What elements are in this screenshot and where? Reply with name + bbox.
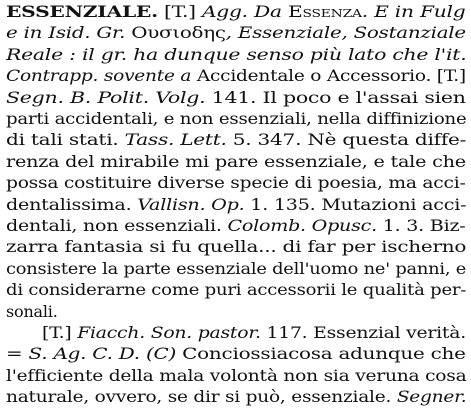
entry-text-run: Segner. xyxy=(396,387,467,407)
entry-text-run: l'efficiente della mala volontà non sia veruna cosa xyxy=(6,365,467,385)
entry-text-run: Reale : il gr. ha dunque senso più lato che l'it. xyxy=(6,44,467,64)
entry-text-run: naturale, ovvero, se dir si può, essenziale. xyxy=(6,387,397,407)
entry-line xyxy=(6,129,466,151)
entry-line xyxy=(6,215,465,237)
entry-line xyxy=(6,301,58,323)
entry-text-run: [T.] xyxy=(157,2,202,21)
entry-text-run: , Essenziale, Sostanziale xyxy=(225,23,466,43)
entry-text-run: 1. 3. Biz- xyxy=(382,216,466,235)
headword: ESSENZIALE. xyxy=(6,2,158,21)
entry-text-run: Contrapp. sovente a xyxy=(6,66,197,86)
entry-line xyxy=(6,44,466,66)
entry-text-run: Conciossiacosa adunque che xyxy=(182,344,466,364)
entry-line xyxy=(6,236,466,258)
entry-text-run: Tass. Lett. xyxy=(124,130,233,150)
entry-text-run: possa costituire diverse specie di poesia, ma acci- xyxy=(6,173,466,193)
entry-text-run: 117. Essenzial verità. xyxy=(266,323,466,342)
entry-text-run: 141. Il poco e l'assai sien xyxy=(211,87,466,107)
entry-line xyxy=(6,279,466,301)
entry-line xyxy=(6,108,466,130)
entry-text-run: parti accidentali, e non essenziali, nella diffinizione xyxy=(6,109,467,128)
entry-line xyxy=(6,172,466,194)
entry-text-run: = S. Ag. C. D. (C) xyxy=(6,344,183,364)
entry-text-run: Fiacch. Son. pastor. xyxy=(77,323,267,342)
entry-text-run: Essenza xyxy=(287,2,362,21)
entry-text-run: zarra fantasia si fu quella... di far per ischerno xyxy=(6,237,467,257)
entry-text-run: renza del mirabile mi pare essenziale, e tale che xyxy=(6,151,466,171)
entry-line xyxy=(6,1,465,23)
entry-text-run: . E in Fulg xyxy=(361,2,466,21)
entry-line xyxy=(6,365,466,387)
entry-text-run: dentalissima. xyxy=(6,194,138,214)
entry-text-run: dentali, non essenziali. xyxy=(6,216,228,235)
entry-line xyxy=(6,22,466,44)
entry-line xyxy=(6,258,466,280)
entry-text-run: di tali stati. xyxy=(6,130,125,150)
entry-text-run: consistere la parte essenziale dell'uomo ne' panni, e xyxy=(6,258,467,278)
entry-text-run: e in Isid. Gr. xyxy=(6,23,132,43)
entry-text-run: 5. 347. Nè questa diffe- xyxy=(232,130,467,150)
entry-line xyxy=(6,65,466,87)
entry-line xyxy=(42,322,466,344)
entry-text-run: 1. 135. Mutazioni acci- xyxy=(250,194,467,214)
entry-text-run: Colomb. Opusc. xyxy=(227,216,383,235)
entry-text-run: Accidentale o Accessorio. [T.] xyxy=(196,66,466,86)
entry-line xyxy=(6,87,466,109)
entry-text-run: Ουσιοδης xyxy=(131,23,226,43)
entry-text-run: Segn. B. Polit. Volg. xyxy=(6,87,212,107)
entry-text-run: [T.] xyxy=(42,323,78,342)
entry-line xyxy=(6,194,466,216)
entry-line xyxy=(6,386,466,408)
entry-line xyxy=(6,343,466,365)
entry-text-run: Agg. Da xyxy=(201,2,288,21)
entry-line xyxy=(6,151,466,173)
entry-text-run: sonali. xyxy=(6,301,58,321)
entry-text-run: Vallisn. Op. xyxy=(137,194,251,214)
entry-text-run: di considerarne come puri accessorii le qualità per- xyxy=(6,280,467,300)
